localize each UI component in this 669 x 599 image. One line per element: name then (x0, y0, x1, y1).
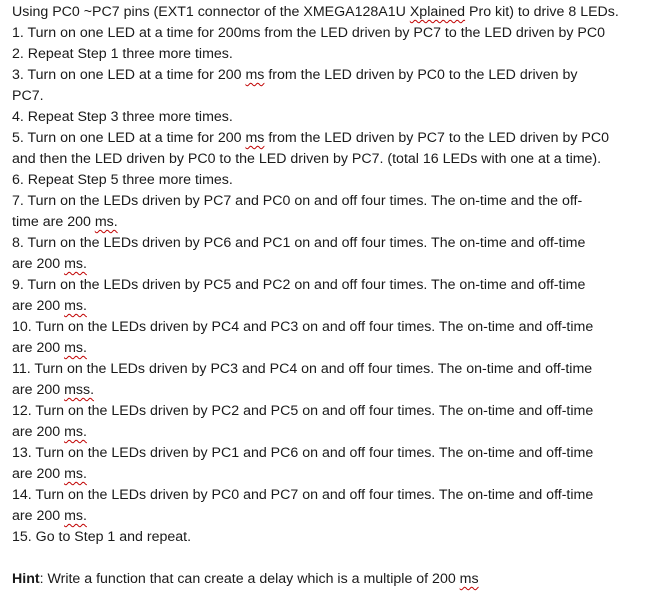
step-5-text: 5. Turn on one LED at a time for 200 (12, 130, 246, 146)
step-3-line-1 (12, 65, 652, 86)
spellcheck-flagged-word: ms (245, 67, 265, 83)
step-13-line-1: 13. Turn on the LEDs driven by PC1 and PC6 on and off four times. The on-time and off-time (12, 445, 594, 461)
step-8-text: are 200 (12, 256, 65, 272)
step-12-text: are 200 (12, 424, 65, 440)
spellcheck-flagged-word: ms (245, 130, 265, 146)
blank-line (12, 548, 652, 569)
step-9-text: are 200 (12, 298, 65, 314)
step-11-line-1: 11. Turn on the LEDs driven by PC3 and PC4 on and off four times. The on-time and off-time (12, 361, 593, 377)
spellcheck-flagged-word: ms. (94, 214, 118, 230)
spellcheck-flagged-word: ms. (64, 424, 87, 440)
step-11-text: are 200 (12, 382, 65, 398)
step-10-line-2 (12, 338, 652, 359)
spellcheck-flagged-word: ms. (64, 256, 87, 272)
hint-line (12, 569, 652, 590)
spellcheck-flagged-word: Xplained (409, 4, 466, 20)
step-3-line-2: PC7. (12, 88, 44, 104)
step-3-text-end: from the LED driven by PC0 to the LED driven by (264, 67, 578, 83)
step-5-line-2: and then the LED driven by PC0 to the LED driven by PC7. (total 16 LEDs with one at a time). (12, 151, 602, 167)
step-14-line-2 (12, 506, 652, 527)
step-7-line-2 (12, 212, 652, 233)
step-14-line-1: 14. Turn on the LEDs driven by PC0 and PC7 on and off four times. The on-time and off-time (12, 487, 594, 503)
intro-line (12, 2, 652, 23)
step-4: 4. Repeat Step 3 three more times. (12, 109, 233, 125)
hint-text: : Write a function that can create a delay which is a multiple of 200 (39, 571, 460, 587)
step-9-line-2 (12, 296, 652, 317)
step-10-text: are 200 (12, 340, 65, 356)
spellcheck-flagged-word: ms. (64, 508, 87, 524)
spellcheck-flagged-word: ms. (64, 298, 87, 314)
step-7-text: time are 200 (12, 214, 95, 230)
spellcheck-flagged-word: ms (459, 571, 479, 587)
intro-text-end: Pro kit) to drive 8 LEDs. (465, 4, 619, 20)
step-5-line-1 (12, 128, 652, 149)
spellcheck-flagged-word: mss. (64, 382, 95, 398)
step-3-text: 3. Turn on one LED at a time for 200 (12, 67, 246, 83)
intro-text: Using PC0 ~PC7 pins (EXT1 connector of the XMEGA128A1U (12, 4, 410, 20)
step-6: 6. Repeat Step 5 three more times. (12, 172, 233, 188)
step-15: 15. Go to Step 1 and repeat. (12, 529, 192, 545)
spellcheck-flagged-word: ms. (64, 340, 87, 356)
step-5-text-end: from the LED driven by PC7 to the LED driven by PC0 (264, 130, 609, 146)
hint-label: Hint (12, 571, 40, 587)
step-12-line-2 (12, 422, 652, 443)
step-11-line-2 (12, 380, 652, 401)
step-2: 2. Repeat Step 1 three more times. (12, 46, 233, 62)
step-8-line-1: 8. Turn on the LEDs driven by PC6 and PC1 on and off four times. The on-time and off-time (12, 235, 586, 251)
step-13-line-2 (12, 464, 652, 485)
step-14-text: are 200 (12, 508, 65, 524)
step-12-line-1: 12. Turn on the LEDs driven by PC2 and PC5 on and off four times. The on-time and off-time (12, 403, 594, 419)
spellcheck-flagged-word: ms. (64, 466, 87, 482)
step-7-line-1: 7. Turn on the LEDs driven by PC7 and PC0 on and off four times. The on-time and the off- (12, 193, 583, 209)
step-13-text: are 200 (12, 466, 65, 482)
step-10-line-1: 10. Turn on the LEDs driven by PC4 and PC3 on and off four times. The on-time and off-time (12, 319, 594, 335)
step-1: 1. Turn on one LED at a time for 200ms from the LED driven by PC7 to the LED driven by PC0 (12, 25, 606, 41)
step-9-line-1: 9. Turn on the LEDs driven by PC5 and PC2 on and off four times. The on-time and off-time (12, 277, 586, 293)
document-body (12, 2, 652, 590)
step-8-line-2 (12, 254, 652, 275)
